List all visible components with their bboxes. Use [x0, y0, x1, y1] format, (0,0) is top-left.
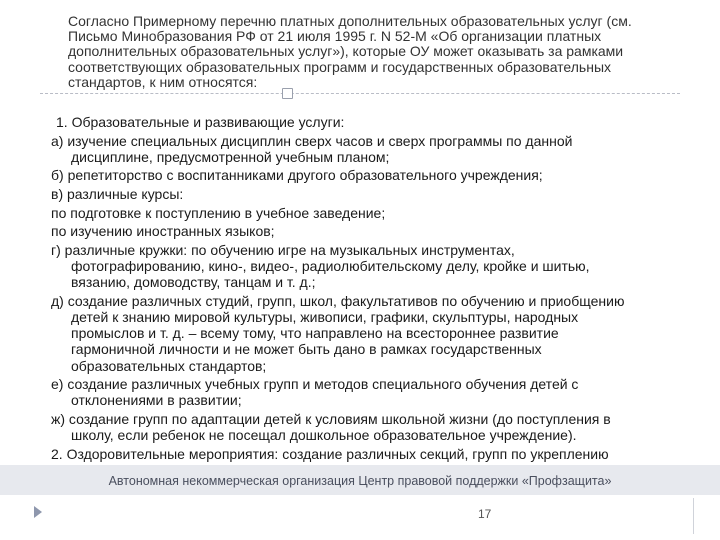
list-item: [51, 293, 691, 374]
divider-marker: [282, 88, 293, 99]
list-item-line: вязанию, домоводству, танцам и т. д.;: [71, 274, 316, 291]
list-item-line: в) различные курсы:: [51, 185, 184, 202]
list-item-line: б) репетиторство с воспитанниками другого образовательного учреждения;: [51, 167, 543, 184]
footer-rule: [693, 498, 694, 534]
list-item-line: по изучению иностранных языков;: [51, 223, 275, 240]
page-number: 17: [478, 507, 492, 521]
title-line: Согласно Примерному перечню платных дополнительных образовательных услуг (см.: [68, 13, 632, 29]
list-item: [51, 446, 691, 462]
list-item: [51, 242, 691, 291]
title-line: Письмо Минобразования РФ от 21 июля 1995 г. N 52-М «Об организации платных: [68, 28, 602, 45]
slide-body: [51, 114, 691, 464]
list-item: [51, 167, 691, 183]
list-item-line: образовательных стандартов;: [71, 357, 267, 374]
slide-title-block: [50, 14, 680, 90]
footer-organization: Автономная некоммерческая организация Центр правовой поддержки «Профзащита»: [108, 474, 612, 488]
list-item-line: детей к знанию мировой культуры, живописи, графики, скульптуры, народных: [71, 308, 579, 325]
title-line: стандартов, к ним относятся:: [68, 73, 258, 90]
list-item-line: школу, если ребенок не посещал дошкольное образовательное учреждение).: [71, 427, 577, 444]
list-item-line: отклонениями в развитии;: [71, 392, 242, 409]
corner-triangle-icon: [34, 506, 42, 518]
list-item-line: е) создание различных учебных групп и методов специального обучения детей с: [51, 376, 579, 393]
list-item: [51, 186, 691, 202]
list-item: [51, 376, 691, 408]
list-item-line: фотографированию, кино-, видео-, радиолюбительскому делу, кройке и шитью,: [71, 257, 590, 274]
list-item: [51, 411, 691, 443]
list-item-line: а) изучение специальных дисциплин сверх часов и сверх программы по данной: [51, 132, 573, 149]
list-item-line: 1. Образовательные и развивающие услуги:: [56, 114, 345, 130]
list-item-line: 2. Оздоровительные мероприятия: создание различных секций, групп по укреплению: [51, 445, 609, 462]
list-item: [51, 133, 691, 165]
title-line: дополнительных образовательных услуг»), которые ОУ может оказывать за рамками: [68, 43, 624, 60]
list-item-line: по подготовке к поступлению в учебное заведение;: [51, 204, 386, 221]
list-item: [51, 223, 691, 239]
list-item-line: ж) создание групп по адаптации детей к условиям школьной жизни (до поступления в: [51, 410, 611, 427]
list-item-line: гармоничной личности и не может быть дано в рамках государственных: [71, 341, 542, 358]
list-item-line: промыслов и т. д. – всему тому, что направлено на всестороннее развитие: [71, 325, 559, 342]
list-item: [51, 205, 691, 221]
list-item-line: д) создание различных студий, групп, школ, факультативов по обучению и приобщению: [51, 292, 625, 309]
list-item: [51, 114, 691, 130]
title-line: соответствующих образовательных программ и государственных образовательных: [68, 58, 612, 75]
list-item-line: г) различные кружки: по обучению игре на музыкальных инструментах,: [51, 241, 515, 258]
title-divider: [40, 93, 680, 94]
list-item-line: дисциплине, предусмотренной учебным планом;: [71, 148, 390, 165]
